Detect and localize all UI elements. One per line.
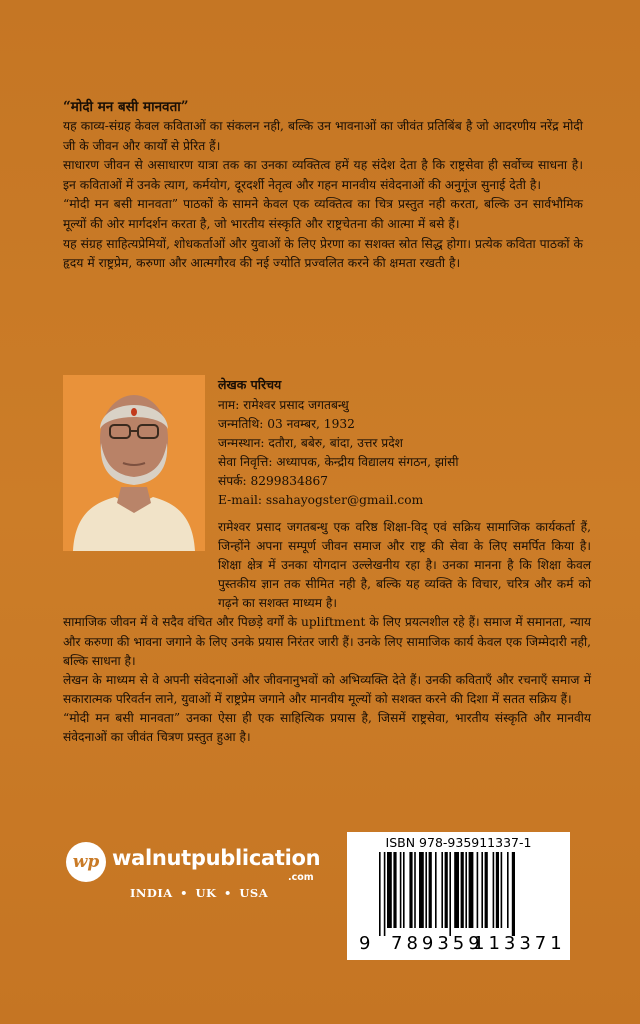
- barcode-bar: [461, 852, 464, 928]
- author-dob: जन्मतिथि: 03 नवम्बर, 1932: [218, 417, 355, 432]
- barcode-bar: [512, 852, 515, 936]
- barcode-icon: [379, 852, 555, 936]
- barcode-bar: [449, 852, 451, 936]
- barcode-bar: [419, 852, 424, 928]
- barcode-bar: [493, 852, 495, 928]
- barcode-bar: [477, 852, 479, 928]
- blurb-paragraph-2: साधारण जीवन से असाधारण यात्रा तक का उनका व्यक्तित्व हमें यह संदेश देता है कि राष्ट्रसेवा ही सर्वोच्च साधना है। इन कविताओं में उनके त्याग, कर्मयोग, दूरदर्शी नेतृत्व और गहन मानवीय संवेदनाओं की अनुगूंज सुनाई देती है।: [63, 158, 583, 192]
- bio-paragraph-2: सामाजिक जीवन में वे सदैव वंचित और पिछड़े वर्गों के upliftment के लिए प्रयत्नशील रहे हैं। समाज में समानता, न्याय और करुणा की भावना जगाने के लिए उनके प्रयास निरंतर जारी हैं। उनके लिए सामाजिक कार्य केवल एक जिम्मेदारी नही, बल्कि साधना है।: [63, 615, 591, 668]
- barcode-bar: [469, 852, 474, 928]
- barcode-bar: [400, 852, 402, 928]
- barcode-bar: [393, 852, 396, 928]
- author-contact: संपर्क: 8299834867: [218, 474, 329, 489]
- isbn-barcode-box: [347, 832, 570, 960]
- barcode-bar: [429, 852, 432, 928]
- barcode-bar: [425, 852, 427, 928]
- publisher-domain: .com: [288, 872, 314, 883]
- barcode-bar: [403, 852, 405, 928]
- author-section-heading: लेखक परिचय: [218, 377, 282, 392]
- barcode-bar: [384, 852, 386, 936]
- barcode-bar: [441, 852, 443, 928]
- barcode-bar: [454, 852, 459, 928]
- blurb-paragraph-3: “मोदी मन बसी मानवता” पाठकों के सामने केवल एक व्यक्तित्व का चित्र प्रस्तुत नही करता, बल्कि उन सार्वभौमिक मूल्यों की ओर मार्गदर्शन करता है, जो भारतीय संस्कृति और राष्ट्रचेतना की आत्मा में बसे हैं।: [63, 197, 583, 231]
- barcode-bar: [496, 852, 499, 928]
- author-retirement: सेवा निवृत्ति: अध्यापक, केन्द्रीय विद्यालय संगठन, झांसी: [218, 455, 459, 470]
- isbn-label: ISBN 978-935911337-1: [385, 835, 532, 850]
- barcode-bar: [507, 852, 509, 928]
- author-details: [218, 376, 590, 511]
- author-name: नाम: रामेश्वर प्रसाद जगतबन्धु: [218, 398, 349, 412]
- publisher-countries: INDIA • UK • USA: [130, 886, 269, 900]
- barcode-digits-left: 789359: [391, 933, 484, 954]
- barcode-digits-right: 113371: [473, 933, 566, 954]
- book-title-heading: “मोदी मन बसी मानवता”: [63, 99, 189, 115]
- blurb-paragraph-4: यह संग्रह साहित्यप्रेमियों, शोधकर्ताओं और युवाओं के लिए प्रेरणा का सशक्त स्रोत सिद्ध होगा। प्रत्येक कविता पाठकों के हृदय में राष्ट्रप्रेम, करुणा और आत्मगौरव की नई ज्योति प्रज्वलित करने की क्षमता रखती है।: [63, 236, 583, 271]
- barcode-bar: [379, 852, 381, 936]
- bio-paragraph-3: लेखन के माध्यम से वे अपनी संवेदनाओं और जीवनानुभवों को अभिव्यक्ति देते हैं। उनकी कविताएँ और रचनाएँ समाज में सकारात्मक परिवर्तन लाने, युवाओं में राष्ट्रप्रेम जगाने और मानवीय मूल्यों को सशक्त करने की दिशा में सतत सक्रिय हैं।: [63, 672, 591, 706]
- blurb-section: [63, 98, 583, 274]
- bio-paragraph-1: रामेश्वर प्रसाद जगतबन्धु एक वरिष्ठ शिक्षा-विद् एवं सक्रिय सामाजिक कार्यकर्ता हैं, जिन्होंने अपना सम्पूर्ण जीवन समाज और राष्ट्र की सेवा के लिए समर्पित किया है। शिक्षा क्षेत्र में उनका योगदान उल्लेखनीय रहा है। उनका मानना है कि शिक्षा केवल पुस्तकीय ज्ञान तक सीमित नही है, बल्कि यह व्यक्ति के विचार, चरित्र और कर्म को गढ़ने का सशक्त माध्यम है।: [218, 520, 591, 611]
- publisher-mark-icon: wp: [66, 842, 106, 882]
- barcode-bar: [501, 852, 503, 928]
- blurb-paragraph-1: यह काव्य-संग्रह केवल कविताओं का संकलन नही, बल्कि उन भावनाओं का जीवंत प्रतिबिंब है जो आदरणीय नरेंद्र मोदी जी के जीवन और कार्यों से प्रेरित हैं।: [63, 119, 583, 153]
- bio-paragraph-4: “मोदी मन बसी मानवता” उनका ऐसा ही एक साहित्यिक प्रयास है, जिसमें राष्ट्रसेवा, भारतीय संस्कृति और मानवीय संवेदनाओं का जीवंत चित्रण प्रस्तुत हुआ है।: [63, 710, 591, 745]
- barcode-bar: [387, 852, 392, 928]
- publisher-name: walnutpublication: [112, 846, 321, 870]
- barcode-bar: [445, 852, 448, 928]
- barcode-bar: [409, 852, 412, 928]
- barcode-bar: [414, 852, 416, 928]
- barcode-bar: [465, 852, 467, 928]
- publisher-logo: [66, 842, 326, 922]
- barcode-digit-first: 9: [359, 933, 371, 954]
- author-birthplace: जन्मस्थान: दतौरा, बबेरु, बांदा, उत्तर प्रदेश: [218, 436, 403, 451]
- author-bio: [63, 518, 591, 747]
- barcode-bar: [481, 852, 483, 928]
- barcode-bar: [485, 852, 488, 928]
- barcode-bar: [435, 852, 437, 928]
- author-email: E-mail: ssahayogster@gmail.com: [218, 493, 424, 508]
